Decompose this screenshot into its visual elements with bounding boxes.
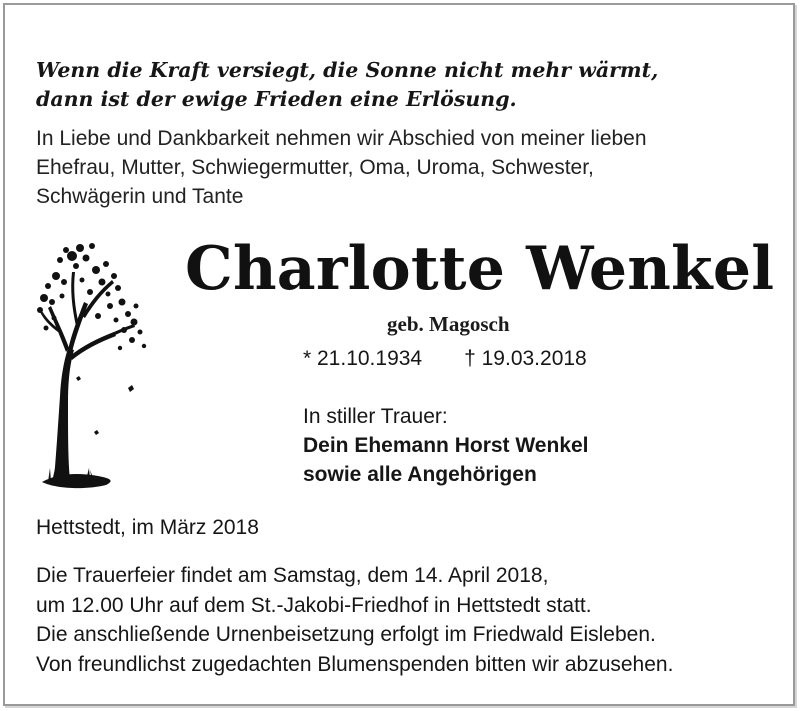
mourners-heading: In stiller Trauer:: [303, 405, 448, 428]
maiden-name: geb. Magosch: [387, 312, 510, 336]
funeral-details: [36, 561, 673, 679]
mourners-list: [303, 431, 589, 489]
mourner-spouse: Dein Ehemann Horst Wenkel: [303, 434, 589, 457]
intro-line-2: Ehefrau, Mutter, Schwiegermutter, Oma, Uroma, Schwester,: [36, 156, 594, 179]
deceased-name: Charlotte Wenkel: [185, 234, 775, 304]
mourner-relatives: sowie alle Angehörigen: [303, 463, 537, 486]
funeral-line-3: Die anschließende Urnenbeisetzung erfolgt im Friedwald Eisleben.: [36, 623, 656, 646]
funeral-line-2: um 12.00 Uhr auf dem St.-Jakobi-Friedhof in Hettstedt statt.: [36, 593, 592, 617]
intro-line-3: Schwägerin und Tante: [36, 185, 244, 208]
place-and-date: Hettstedt, im März 2018: [36, 516, 259, 539]
life-dates: [303, 345, 587, 373]
farewell-intro: [36, 124, 647, 211]
tree-silhouette-icon: [36, 236, 148, 492]
funeral-line-4: Von freundlichst zugedachten Blumenspenden bitten wir abzusehen.: [36, 652, 674, 676]
funeral-line-1: Die Trauerfeier findet am Samstag, dem 14. April 2018,: [36, 564, 549, 587]
memorial-verse: [36, 56, 658, 114]
verse-line-2: dann ist der ewige Frieden eine Erlösung.: [36, 87, 517, 111]
intro-line-1: In Liebe und Dankbarkeit nehmen wir Abschied von meiner lieben: [36, 127, 647, 150]
birth-date: * 21.10.1934: [303, 347, 423, 370]
death-date: † 19.03.2018: [464, 347, 587, 370]
verse-line-1: Wenn die Kraft versiegt, die Sonne nicht mehr wärmt,: [36, 58, 659, 82]
